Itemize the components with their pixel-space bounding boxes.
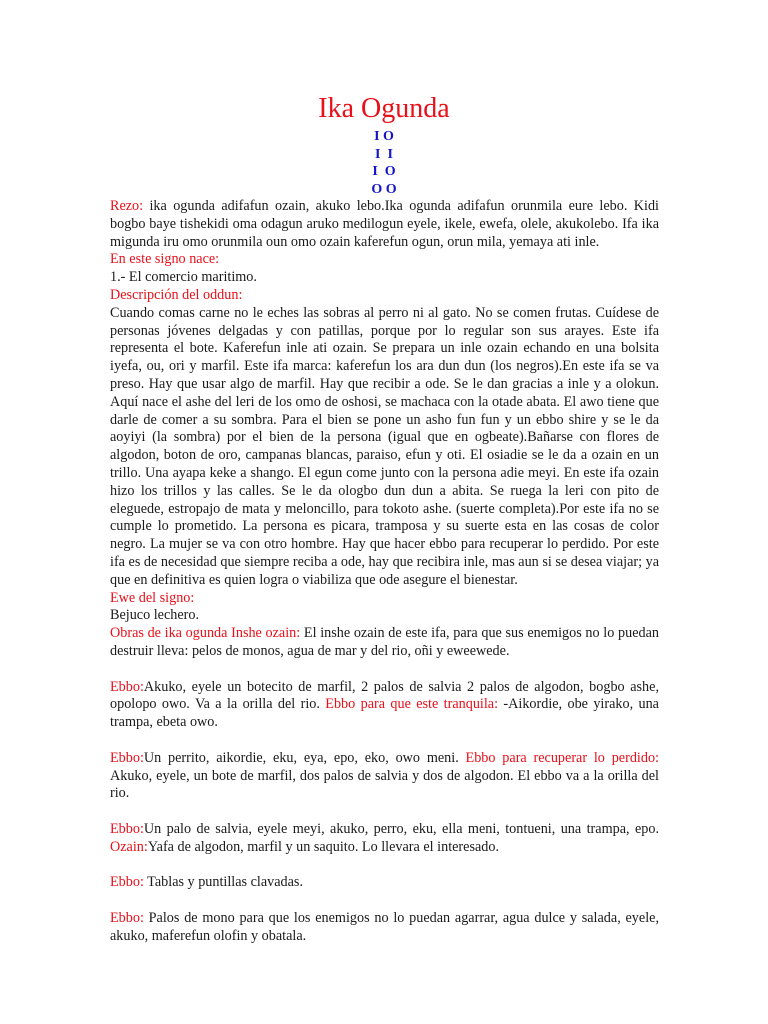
odu-mark-row: I I [375,146,393,162]
ebbo-tranquila-label: Ebbo para que este tranquila: [325,696,499,713]
obras-text: El inshe ozain de este ifa, para que sus enemigos no lo puedan destruir lleva: pelos de monos, agua de mar y del rio, oñi y eweewede. [110,625,659,659]
odu-signature [0,128,768,198]
ebbo-label: Ebbo: [110,909,144,926]
ewe-heading: Ewe del signo: [110,589,195,606]
paragraph-spacer [110,661,659,679]
ebbo-paragraph [110,750,659,803]
ebbo-text: Akuko, eyele un botecito de marfil, 2 palos de salvia 2 palos de algodon, bogbo ashe, opolopo owo. Va a la orilla del rio. [110,678,659,713]
odu-mark-row: I O [374,129,394,144]
rezo-label: Rezo: [110,198,144,214]
obras-paragraph [110,625,659,661]
ebbo-text: Un perrito, aikordie, eku, eya, epo, eko, owo meni. [143,749,466,766]
ebbo-label: Ebbo: [110,749,144,766]
ebbo-paragraph [110,679,659,732]
rezo-paragraph [110,198,659,251]
document-body [110,198,659,945]
ebbo-label: Ebbo: [110,874,144,891]
page-title: Ika Ogunda [318,93,450,124]
ebbo-recuperar-text: Akuko, eyele, un bote de marfil, dos palos de salvia y dos de algodon. El ebbo va a la orilla del rio. [110,767,659,802]
descripcion-text: Cuando comas carne no le eches las sobras al perro ni al gato. No se comen frutas. Cuídese de personas jóvenes delgadas y con patillas, porque por lo regular son sus arayes. Este ifa representa el bote. Kaferefun inle ati ozain. Se prepara un inle ozain echando en una bolsita iyefa, ou, ori y marfil. Este ifa marca: kaferefun los ara dun dun (los negros).En este ifa se va preso. Hay que usar algo de marfil. Hay que recibir a ode. Se le dan gracias a inle y a olokun. Aquí nace el ashe del leri de los omo de oshosi, se machaca con la otade abata. El awo tiene que darle de comer a su sombra. Para el bien se pone un asho fun fun y un ebbo shire y se le da aoyiyi (la sombra) por el bien de la persona (igual que en ogbeate).Bañarse con flores de algodon, boton de oro, campanas blancas, paraiso, efun y oti. El osiadie se le da a ozain en un trillo. Una ayapa keke a shango. El egun come junto con la persona adie meyi. En este ifa ozain hizo los trillos y las calles. Se le da ologbo dun dun a abita. Se ruega la leri con pito de eleguede, estropajo de mata y meloncillo, para tokoto ashe. (suerte completa).Por este ifa no se cumple lo prometido. La persona es picara, tramposa y su suerte esta en las cosas de color negro. La mujer se va con otro hombre. Hay que hacer ebbo para recuperar lo perdido. Por este ifa es de necesidad que siempre reciba a ode, hay que recibira inle, mas aun si se desea viajar; ya que en definitiva es quien logra o viabiliza que ode asegure el bienestar. [110,304,659,588]
ebbo-text: Un palo de salvia, eyele meyi, akuko, perro, eku, ella meni, tontueni, una trampa, epo. [143,820,659,837]
ebbo-tranquila-text: -Aikordie, obe yirako, una trampa, ebeta owo. [110,696,659,731]
ebbo-paragraph [110,821,659,857]
ebbo-label: Ebbo: [110,678,144,695]
descripcion-heading: Descripción del oddun: [110,286,243,303]
ebbo-text: Tablas y puntillas clavadas. [143,874,303,891]
paragraph-spacer [110,856,659,874]
ozain-label: Ozain: [110,838,148,855]
ewe-text: Bejuco lechero. [110,607,200,624]
ebbo-recuperar-label: Ebbo para recuperar lo perdido: [465,749,659,766]
ebbo-paragraph [110,910,659,946]
ebbo-label: Ebbo: [110,820,144,837]
ebbo-paragraph [110,874,659,892]
nace-heading: En este signo nace: [110,251,220,268]
paragraph-spacer [110,892,659,910]
ozain-text: Yafa de algodon, marfil y un saquito. Lo llevara el interesado. [147,838,500,855]
ebbo-text: Palos de mono para que los enemigos no lo puedan agarrar, agua dulce y salada, eyele, akuko, maferefun olofin y obatala. [110,909,659,944]
obras-label: Obras de ika ogunda Inshe ozain: [110,625,301,642]
paragraph-spacer [110,732,659,750]
paragraph-spacer [110,803,659,821]
rezo-text: ika ogunda adifafun ozain, akuko lebo.Ika ogunda adifafun orunmila eure lebo. Kidi bogbo baye tishekidi oma odagun aruko medilogun eyele, ikele, ewefa, olele, akukolebo. Ifa ika migunda iru omo orunmila oun omo ozain kaferefun ogun, orun mila, yemaya ati inle. [110,198,659,250]
nace-text: 1.- El comercio maritimo. [110,269,257,286]
odu-mark-row: O O [371,181,397,197]
odu-mark-row: I O [372,164,396,179]
